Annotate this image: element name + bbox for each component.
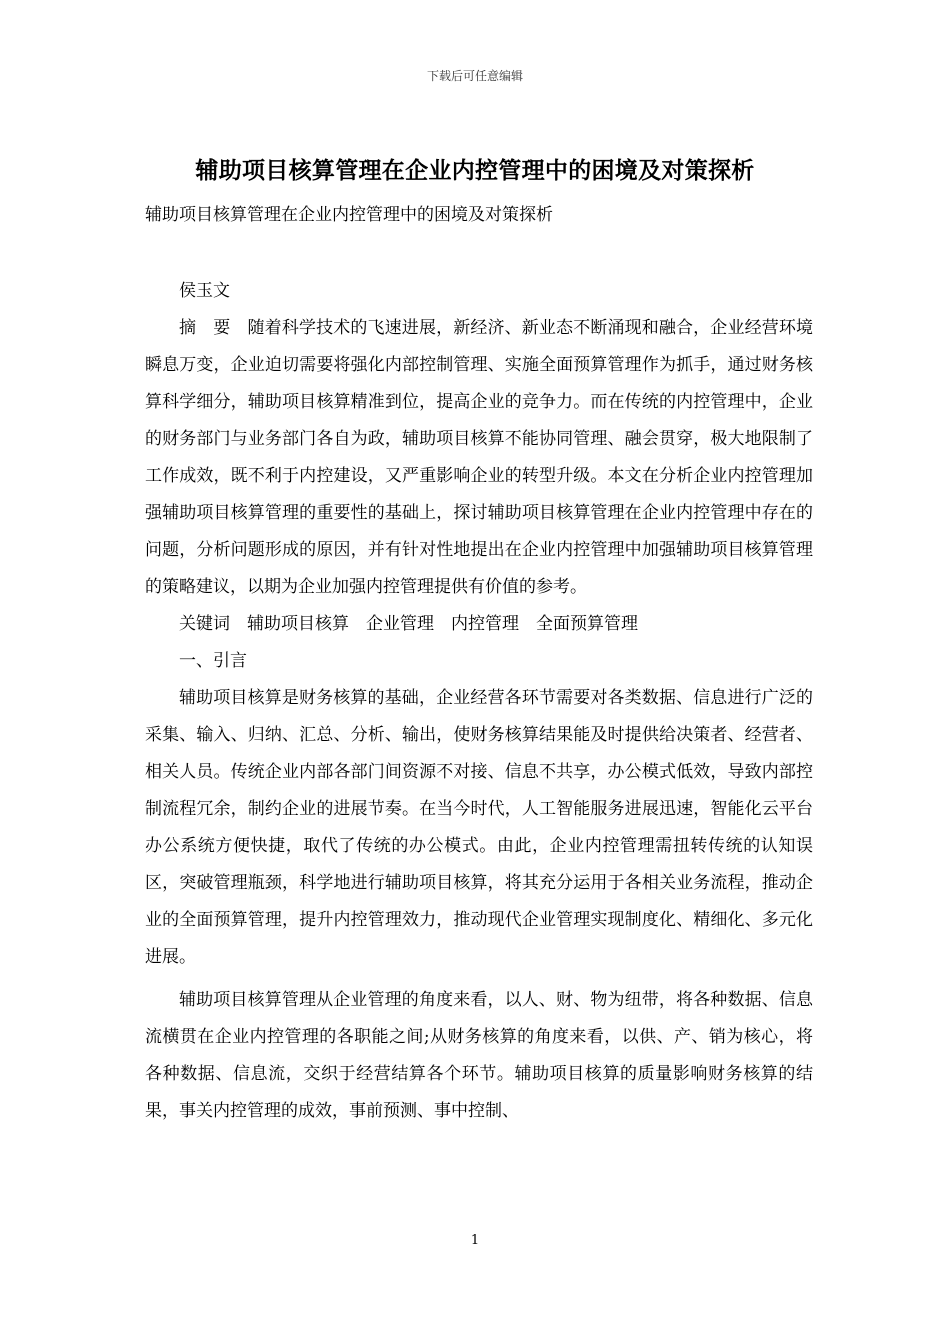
author-name: 侯玉文 — [179, 281, 230, 301]
document-title: 辅助项目核算管理在企业内控管理中的困境及对策探析 — [195, 157, 755, 184]
header-note: 下载后可任意编辑 — [426, 69, 523, 83]
document-subtitle: 辅助项目核算管理在企业内控管理中的困境及对策探析 — [145, 205, 553, 225]
section-heading-introduction: 一、引言 — [179, 651, 247, 671]
abstract-paragraph: 摘 要 随着科学技术的飞速进展，新经济、新业态不断涌现和融合，企业经营环境瞬息万变，企业迫切需要将强化内部控制管理、实施全面预算管理作为抓手，通过财务核算科学细分，辅助项目核算精准到位，提高企业的竞争力。而在传统的内控管理中，企业的财务部门与业务部门各自为政，辅助项目核算不能协同管理、融会贯穿，极大地限制了工作成效，既不利于内控建设，又严重影响企业的转型升级。本文在分析企业内控管理加强辅助项目核算管理的重要性的基础上，探讨辅助项目核算管理在企业内控管理中存在的问题，分析问题形成的原因，并有针对性地提出在企业内控管理中加强辅助项目核算管理的策略建议，以期为企业加强内控管理提供有价值的参考。 — [145, 318, 813, 597]
body-paragraph: 辅助项目核算是财务核算的基础，企业经营各环节需要对各类数据、信息进行广泛的采集、输入、归纳、汇总、分析、输出，使财务核算结果能及时提供给决策者、经营者、相关人员。传统企业内部各部门间资源不对接、信息不共享，办公模式低效，导致内部控制流程冗余，制约企业的进展节奏。在当今时代，人工智能服务进展迅速，智能化云平台办公系统方便快捷，取代了传统的办公模式。由此，企业内控管理需扭转传统的认知误区，突破管理瓶颈，科学地进行辅助项目核算，将其充分运用于各相关业务流程，推动企业的全面预算管理，提升内控管理效力，推动现代企业管理实现制度化、精细化、多元化进展。 — [145, 688, 813, 967]
body-paragraph: 辅助项目核算管理从企业管理的角度来看，以人、财、物为纽带，将各种数据、信息流横贯在企业内控管理的各职能之间;从财务核算的角度来看，以供、产、销为核心，将各种数据、信息流，交织于经营结算各个环节。辅助项目核算的质量影响财务核算的结果，事关内控管理的成效，事前预测、事中控制、 — [145, 990, 813, 1121]
keywords-line: 关键词 辅助项目核算 企业管理 内控管理 全面预算管理 — [179, 614, 638, 634]
page-number: 1 — [470, 1233, 480, 1248]
document-body — [145, 273, 813, 1130]
